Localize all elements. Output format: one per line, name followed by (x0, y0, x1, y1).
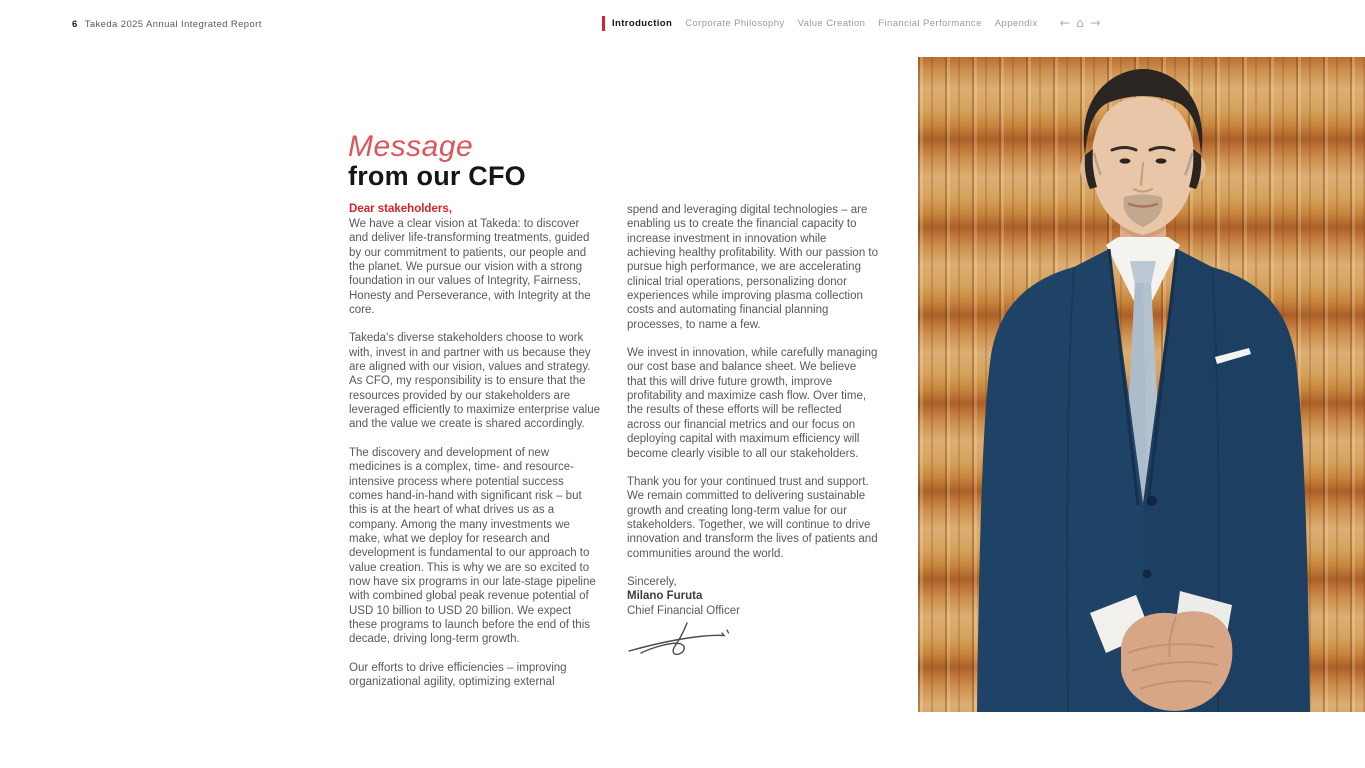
cfo-portrait-photo (918, 57, 1365, 712)
section-nav (602, 16, 1101, 31)
page-title-accent: Message (348, 130, 474, 163)
body-column-2 (627, 203, 878, 660)
nav-item-appendix[interactable]: Appendix (994, 18, 1038, 29)
nav-item-introduction[interactable]: Introduction (612, 18, 673, 29)
signatory-name: Milano Furuta (627, 590, 703, 603)
page-number: 6 (72, 19, 78, 30)
forward-arrow-icon[interactable]: → (1090, 15, 1101, 31)
nav-item-corporate-philosophy[interactable]: Corporate Philosophy (685, 18, 785, 29)
paragraph: Thank you for your continued trust and support. We remain committed to delivering sustainable growth and creating long-term value for our stakeholders. Together, we will continue to drive innovation and transform the lives of patients and communities around the world. (627, 475, 878, 560)
closing: Sincerely, (627, 575, 677, 588)
paragraph: spend and leveraging digital technologies – are enabling us to create the financial capacity to increase investment in innovation while achieving healthy profitability. With our passion to pursue high performance, we are accelerating clinical trial operations, personalizing donor experiences while improving plasma collection costs and automating financial planning processes, to name a few. (627, 204, 879, 331)
salutation: Dear stakeholders, (349, 203, 452, 215)
home-icon[interactable]: ⌂ (1076, 15, 1085, 31)
paragraph: The discovery and development of new medicines is a complex, time- and resource-intensive process where potential success comes hand-in-hand with significant risk – but this is at the heart of what drives us as a company. Among the many investments we make, what we deploy for research and development is fundamental to our approach to value creation. This is why we are so excited to now have six programs in our late-stage pipeline with combined global peak revenue potential of USD 10 billion to USD 20 billion. We expect these programs to launch before the end of this decade, driving long-term growth. (349, 446, 596, 646)
active-section-marker (602, 16, 605, 31)
report-title: Takeda 2025 Annual Integrated Report (84, 19, 262, 30)
back-arrow-icon[interactable]: ← (1059, 15, 1071, 31)
signatory-title: Chief Financial Officer (627, 604, 740, 617)
paragraph: Our efforts to drive efficiencies – improving organizational agility, optimizing external (349, 661, 567, 688)
signoff-block (627, 575, 878, 660)
page-title: from our CFO (348, 161, 526, 191)
signature-autograph (627, 622, 731, 656)
nav-item-financial-performance[interactable]: Financial Performance (878, 18, 982, 29)
body-column-1 (349, 217, 600, 703)
paragraph: We have a clear vision at Takeda: to discover and deliver life-transforming treatments, guided by our commitment to patients, our people and the planet. We pursue our vision with a strong foundation in our values of Integrity, Fairness, Honesty and Perseverance, with Integrity at the core. (349, 218, 591, 317)
paragraph: We invest in innovation, while carefully managing our cost base and balance sheet. We believe that this will drive future growth, improve profitability and maximize cash flow. Over time, the results of these efforts will be reflected across our financial metrics and our focus on deploying capital with maximum efficiency will become clearly visible to all our stakeholders. (627, 347, 878, 460)
report-header (72, 19, 262, 30)
paragraph: Takeda's diverse stakeholders choose to work with, invest in and partner with us because they are aligned with our vision, values and strategy. As CFO, my responsibility is to ensure that the resources provided by our stakeholders are leveraged efficiently to maximize enterprise value and the value we create is shared accordingly. (349, 332, 600, 431)
nav-pager (1060, 17, 1101, 30)
cfo-figure (918, 57, 1365, 712)
nav-item-value-creation[interactable]: Value Creation (797, 18, 866, 29)
